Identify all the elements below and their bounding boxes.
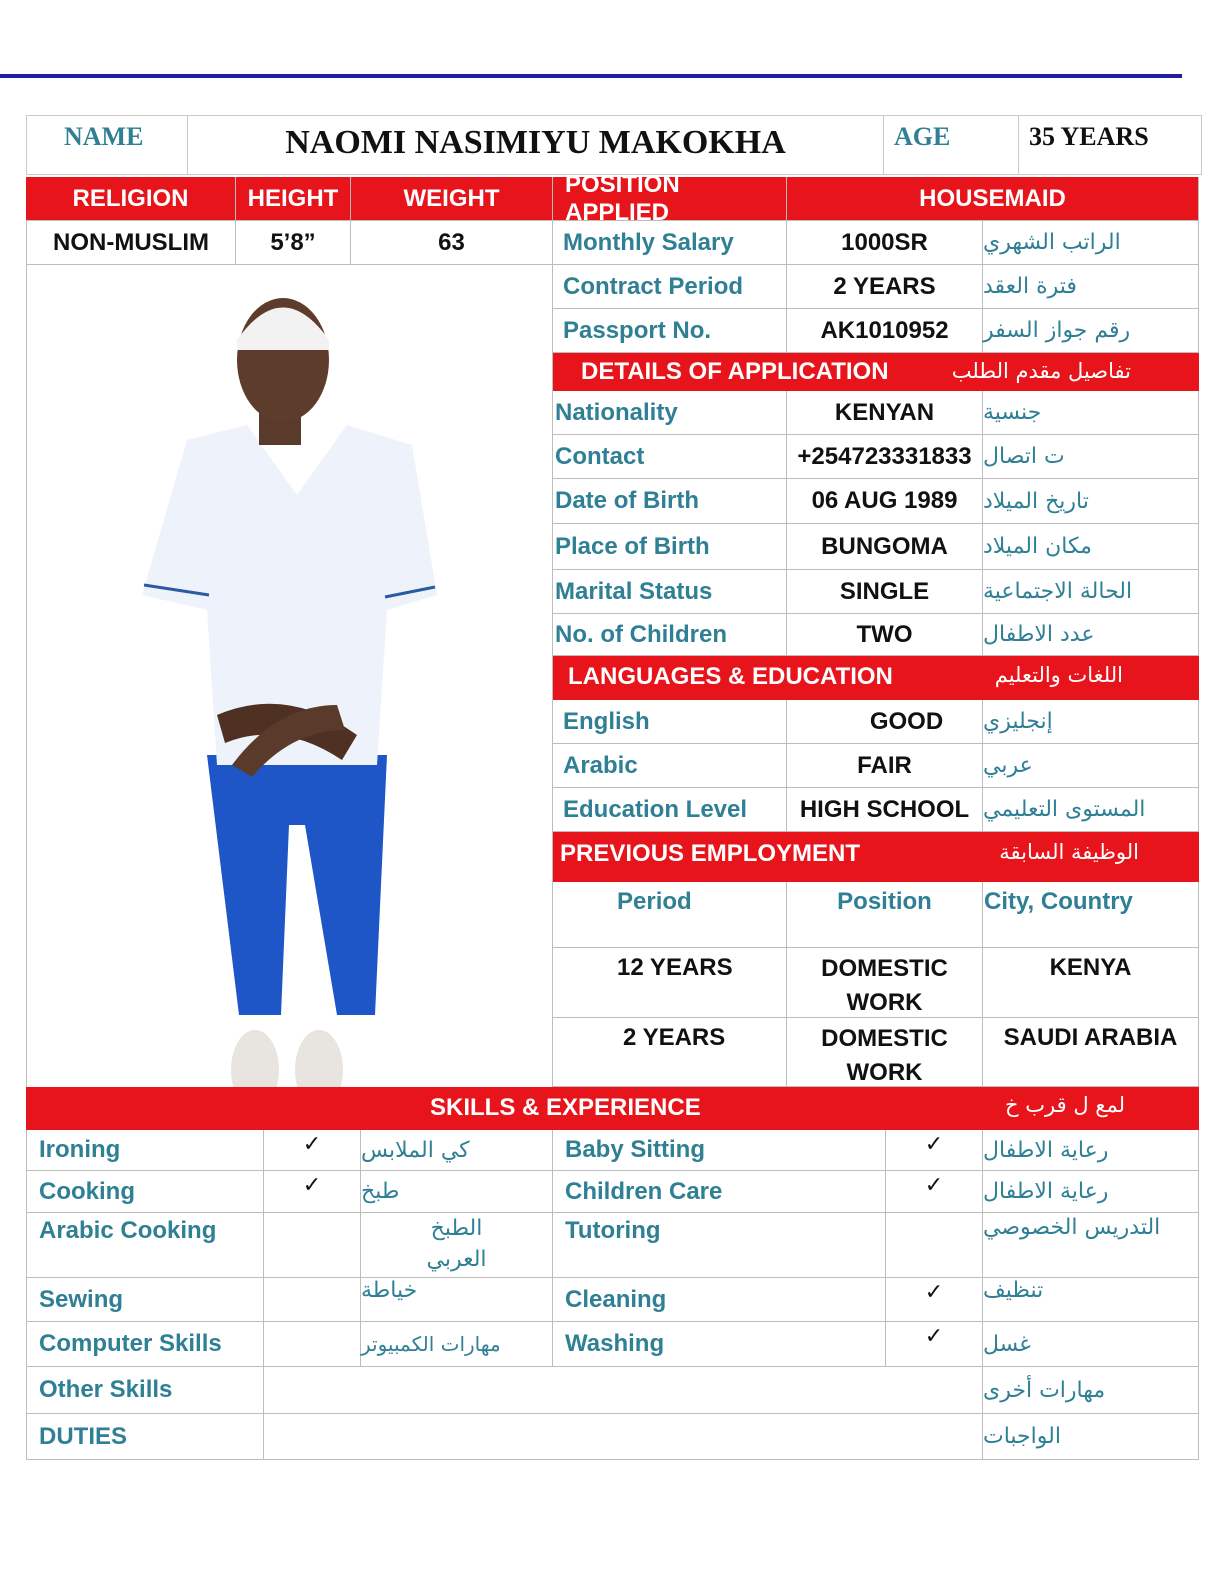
skill-computer-check bbox=[264, 1322, 361, 1367]
children-value: TWO bbox=[787, 614, 983, 656]
contract-period-arabic: فترة العقد bbox=[983, 265, 1199, 309]
dob-label: Date of Birth bbox=[553, 479, 787, 524]
skill-computer-label: Computer Skills bbox=[26, 1322, 264, 1367]
skill-cleaning-label: Cleaning bbox=[553, 1278, 886, 1322]
skills-title-arabic: لمع ل قرب خ bbox=[1005, 1093, 1125, 1117]
employment-row-2-location: SAUDI ARABIA bbox=[983, 1018, 1199, 1087]
education-arabic: المستوى التعليمي bbox=[983, 788, 1199, 832]
skill-childrencare-label: Children Care bbox=[553, 1171, 886, 1213]
education-value: HIGH SCHOOL bbox=[787, 788, 983, 832]
employment-col-location: City, Country bbox=[983, 882, 1199, 948]
salary-value: 1000SR bbox=[787, 221, 983, 265]
skill-cooking-arabic: طبخ bbox=[361, 1171, 553, 1213]
skill-tutoring-arabic: التدريس الخصوصي bbox=[983, 1213, 1199, 1278]
children-arabic: عدد الاطفال bbox=[983, 614, 1199, 656]
skill-arabiccooking-arabic-line1: الطبخ bbox=[430, 1216, 483, 1241]
other-skills-arabic: مهارات أخرى bbox=[983, 1367, 1199, 1414]
skill-ironing-check: ✓ bbox=[264, 1130, 361, 1171]
contract-period-value: 2 YEARS bbox=[787, 265, 983, 309]
person-illustration bbox=[27, 265, 552, 1087]
candidate-name: NAOMI NASIMIYU MAKOKHA bbox=[188, 116, 884, 174]
employment-row-2-position-line1: DOMESTIC bbox=[821, 1025, 948, 1052]
employment-section-header bbox=[553, 832, 1199, 882]
skill-sewing-check bbox=[264, 1278, 361, 1322]
nationality-arabic: جنسية bbox=[983, 391, 1199, 435]
employment-col-position: Position bbox=[787, 882, 983, 948]
position-applied-label: POSITION APPLIED bbox=[553, 177, 787, 221]
marital-label: Marital Status bbox=[553, 570, 787, 614]
weight-value: 63 bbox=[351, 221, 553, 265]
contact-value: +254723331833 bbox=[787, 435, 983, 479]
religion-header: RELIGION bbox=[26, 177, 236, 221]
languages-section-header bbox=[553, 656, 1199, 700]
age-value: 35 YEARS bbox=[1029, 122, 1149, 151]
skill-childrencare-check: ✓ bbox=[886, 1171, 983, 1213]
skill-washing-arabic: غسل bbox=[983, 1322, 1199, 1367]
contact-label: Contact bbox=[553, 435, 787, 479]
marital-arabic: الحالة الاجتماعية bbox=[983, 570, 1199, 614]
children-label: No. of Children bbox=[553, 614, 787, 656]
religion-value: NON-MUSLIM bbox=[26, 221, 236, 265]
pob-arabic: مكان الميلاد bbox=[983, 524, 1199, 570]
contact-arabic: ت اتصال bbox=[983, 435, 1199, 479]
top-divider-line bbox=[0, 74, 1182, 78]
duties-value bbox=[264, 1414, 983, 1460]
other-skills-value bbox=[264, 1367, 983, 1414]
dob-value: 06 AUG 1989 bbox=[787, 479, 983, 524]
skill-tutoring-label: Tutoring bbox=[553, 1213, 886, 1278]
employment-row-2-position bbox=[787, 1018, 983, 1087]
skill-ironing-arabic: كي الملابس bbox=[361, 1130, 553, 1171]
skill-cleaning-arabic: تنظيف bbox=[983, 1278, 1199, 1322]
pob-value: BUNGOMA bbox=[787, 524, 983, 570]
arabic-label: Arabic bbox=[553, 744, 787, 788]
candidate-photo bbox=[26, 265, 553, 1087]
employment-row-1-position bbox=[787, 948, 983, 1018]
name-age-header bbox=[26, 115, 1202, 175]
arabic-value: FAIR bbox=[787, 744, 983, 788]
skill-babysitting-label: Baby Sitting bbox=[553, 1130, 886, 1171]
passport-arabic: رقم جواز السفر bbox=[983, 309, 1199, 353]
employment-col-period: Period bbox=[553, 882, 787, 948]
skill-babysitting-check: ✓ bbox=[886, 1130, 983, 1171]
skill-babysitting-arabic: رعاية الاطفال bbox=[983, 1130, 1199, 1171]
employment-title-arabic: الوظيفة السابقة bbox=[999, 840, 1139, 864]
skill-sewing-arabic: خياطة bbox=[361, 1278, 553, 1322]
skill-computer-arabic: مهارات الكمبيوتر bbox=[361, 1322, 553, 1367]
weight-header: WEIGHT bbox=[351, 177, 553, 221]
details-title-arabic: تفاصيل مقدم الطلب bbox=[951, 359, 1131, 383]
employment-row-2-period: 2 YEARS bbox=[553, 1018, 787, 1087]
contract-period-label: Contract Period bbox=[553, 265, 787, 309]
skills-title: SKILLS & EXPERIENCE bbox=[430, 1094, 701, 1121]
arabic-arabic: عربي bbox=[983, 744, 1199, 788]
skill-arabiccooking-label: Arabic Cooking bbox=[26, 1213, 264, 1278]
employment-row-1-period: 12 YEARS bbox=[553, 948, 787, 1018]
duties-label: DUTIES bbox=[26, 1414, 264, 1460]
skills-section-header bbox=[26, 1087, 1199, 1130]
nationality-label: Nationality bbox=[553, 391, 787, 435]
skill-childrencare-arabic: رعاية الاطفال bbox=[983, 1171, 1199, 1213]
pob-label: Place of Birth bbox=[553, 524, 787, 570]
education-label: Education Level bbox=[553, 788, 787, 832]
marital-value: SINGLE bbox=[787, 570, 983, 614]
skill-cooking-label: Cooking bbox=[26, 1171, 264, 1213]
skill-cooking-check: ✓ bbox=[264, 1171, 361, 1213]
employment-title: PREVIOUS EMPLOYMENT bbox=[560, 840, 861, 867]
employment-row-1-location: KENYA bbox=[983, 948, 1199, 1018]
skill-arabiccooking-check bbox=[264, 1213, 361, 1278]
details-section-header bbox=[553, 353, 1199, 391]
skill-washing-label: Washing bbox=[553, 1322, 886, 1367]
skill-arabiccooking-arabic-line2: العربي bbox=[426, 1247, 487, 1272]
employment-row-2-position-line2: WORK bbox=[846, 1059, 923, 1086]
height-value: 5’8” bbox=[236, 221, 351, 265]
salary-label: Monthly Salary bbox=[553, 221, 787, 265]
details-title: DETAILS OF APPLICATION bbox=[581, 358, 889, 385]
skill-arabiccooking-arabic bbox=[361, 1213, 553, 1278]
duties-arabic: الواجبات bbox=[983, 1414, 1199, 1460]
passport-value: AK1010952 bbox=[787, 309, 983, 353]
height-header: HEIGHT bbox=[236, 177, 351, 221]
dob-arabic: تاريخ الميلاد bbox=[983, 479, 1199, 524]
salary-arabic: الراتب الشهري bbox=[983, 221, 1199, 265]
skill-washing-check: ✓ bbox=[886, 1322, 983, 1367]
english-label: English bbox=[553, 700, 787, 744]
passport-label: Passport No. bbox=[553, 309, 787, 353]
position-applied-value: HOUSEMAID bbox=[787, 177, 1199, 221]
languages-title-arabic: اللغات والتعليم bbox=[994, 663, 1123, 687]
languages-title: LANGUAGES & EDUCATION bbox=[568, 663, 893, 690]
nationality-value: KENYAN bbox=[787, 391, 983, 435]
employment-row-1-position-line1: DOMESTIC bbox=[821, 955, 948, 982]
employment-row-1-position-line2: WORK bbox=[846, 989, 923, 1016]
skill-ironing-label: Ironing bbox=[26, 1130, 264, 1171]
skill-sewing-label: Sewing bbox=[26, 1278, 264, 1322]
skill-tutoring-check bbox=[886, 1213, 983, 1278]
english-value: GOOD bbox=[787, 700, 983, 744]
age-label: AGE bbox=[884, 116, 1019, 174]
skill-cleaning-check: ✓ bbox=[886, 1278, 983, 1322]
other-skills-label: Other Skills bbox=[26, 1367, 264, 1414]
english-arabic: إنجليزي bbox=[983, 700, 1199, 744]
name-label: NAME bbox=[27, 116, 188, 174]
